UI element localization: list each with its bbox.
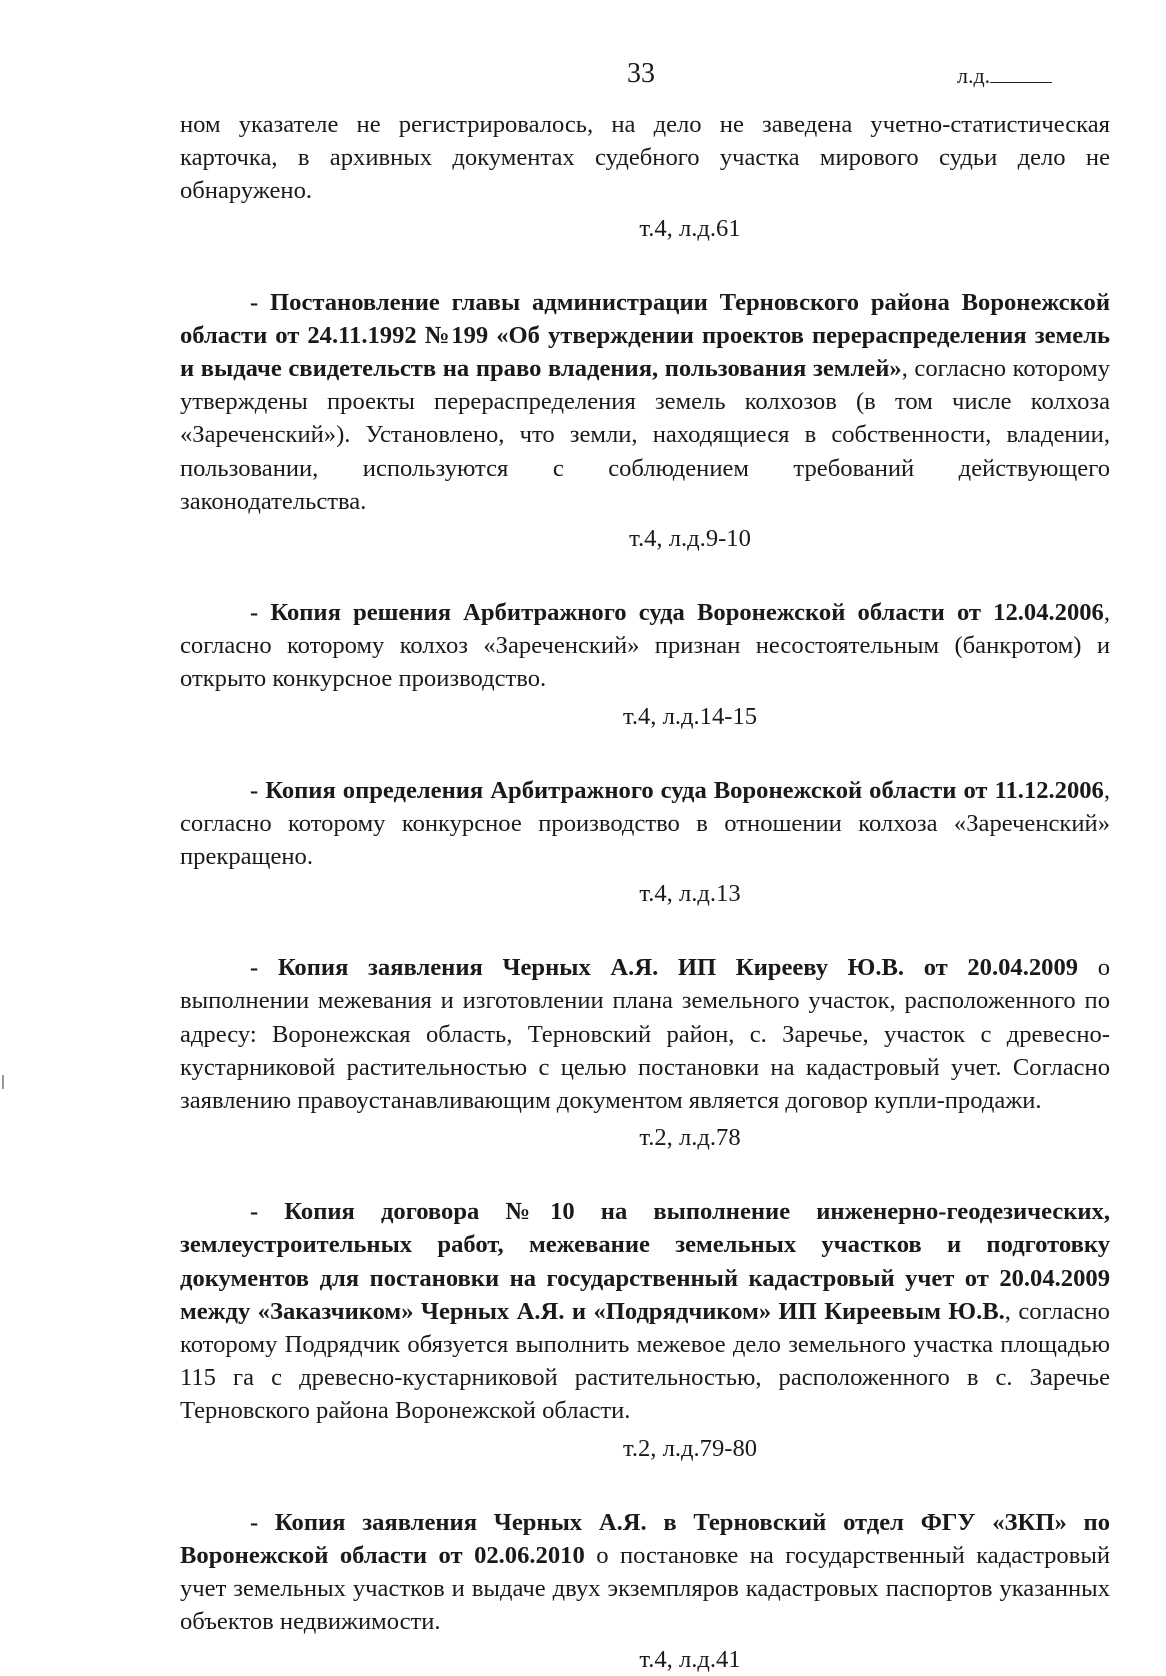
entry-title: - Копия определения Арбитражного суда Воронежской области от 11.12.2006 <box>250 776 1104 804</box>
entry-title: - Копия решения Арбитражного суда Воронежской области от 12.04.2006 <box>250 599 1104 627</box>
entry-paragraph <box>180 1506 1110 1639</box>
entry-text: , согласно которому Подрядчик обязуется выполнить межевое дело земельного участка площадью 115 га с древесно-кустарниковой растительностью, расположенного в с. Заречье Терновского района Воронежской области. <box>180 1297 1110 1425</box>
entry-arbitration-ruling-2006 <box>180 774 1110 911</box>
entry-text: , согласно которому колхоз «Зареченский» признан несостоятельным (банкротом) и открыто конкурсное производство. <box>180 599 1110 693</box>
case-sheet-label <box>957 62 1052 89</box>
page-header <box>0 58 1166 98</box>
intro-reference: т.4, л.д.61 <box>639 214 741 242</box>
entry-arbitration-decision-2006 <box>180 596 1110 733</box>
entry-application-2010 <box>180 1506 1110 1676</box>
entry-reference: т.2, л.д.78 <box>639 1124 741 1152</box>
entry-reference: т.4, л.д.41 <box>639 1645 741 1673</box>
entry-reference: т.2, л.д.79-80 <box>622 1434 758 1462</box>
entry-text: , согласно которому конкурсное производство в отношении колхоза «Зареченский» прекращено. <box>180 776 1110 871</box>
entry-paragraph <box>180 1195 1110 1427</box>
case-sheet-blank-line <box>990 62 1052 83</box>
entry-resolution-1992 <box>180 286 1110 555</box>
entry-title: - Копия договора №10 на выполнение инженерно-геодезических, землеустроительных работ, межевание земельных участков и подготовку документов для постановки на государственный кадастровый учет от 20.04.2009 между «Заказчиком» Черных А.Я. и «Подрядчиком» ИП Киреевым Ю.В. <box>180 1198 1110 1325</box>
entry-title: - Копия заявления Черных А.Я. ИП Кирееву Ю.В. от 20.04.2009 <box>250 954 1079 982</box>
document-body <box>180 108 1110 1676</box>
entry-text: о постановке на государственный кадастровый учет земельных участков и выдаче двух экземпляров кадастровых паспортов указанных объектов недвижимости. <box>180 1541 1111 1636</box>
entry-paragraph <box>180 951 1110 1117</box>
scan-artifact-mark <box>2 1075 4 1089</box>
entry-application-2009 <box>180 951 1110 1154</box>
entry-paragraph <box>180 596 1110 696</box>
entry-text: о выполнении межевания и изготовлении плана земельного участок, расположенного по адресу: Воронежская область, Терновский район, с. Заречье, участок с древесно-кустарниковой растительностью с целью постановки на кадастровый учет. Согласно заявлению правоустанавливающим документом является договор купли-продажи. <box>180 954 1110 1115</box>
entry-title: - Копия заявления Черных А.Я. в Терновский отдел ФГУ «ЗКП» по Воронежской области от 02.06.2010 <box>180 1508 1110 1569</box>
case-sheet-label-text: л.д. <box>957 63 991 88</box>
entry-contract-10 <box>180 1195 1110 1464</box>
page-number: 33 <box>627 58 655 89</box>
entry-reference: т.4, л.д.9-10 <box>629 525 751 553</box>
entry-text: , согласно которому утверждены проекты перераспределения земель колхозов (в том числе колхоза «Зареченский»). Установлено, что земли, находящиеся в собственности, владении, пользовании, используются с соблюдением требований действующего законодательства. <box>180 355 1111 515</box>
entry-reference: т.4, л.д.13 <box>639 880 741 908</box>
entry-reference: т.4, л.д.14-15 <box>622 702 758 730</box>
intro-paragraph: ном указателе не регистрировалось, на дело не заведена учетно-статистическая карточка, в архивных документах судебного участка мирового судьи дело не обнаружено. <box>180 111 1110 205</box>
entry-title: - Постановление главы администрации Терновского района Воронежской области от 24.11.1992 №199 «Об утверждении проектов перераспределения земель и выдаче свидетельств на право владения, пользования землей» <box>180 288 1110 383</box>
entry-paragraph <box>180 286 1110 518</box>
entry-paragraph <box>180 774 1110 874</box>
